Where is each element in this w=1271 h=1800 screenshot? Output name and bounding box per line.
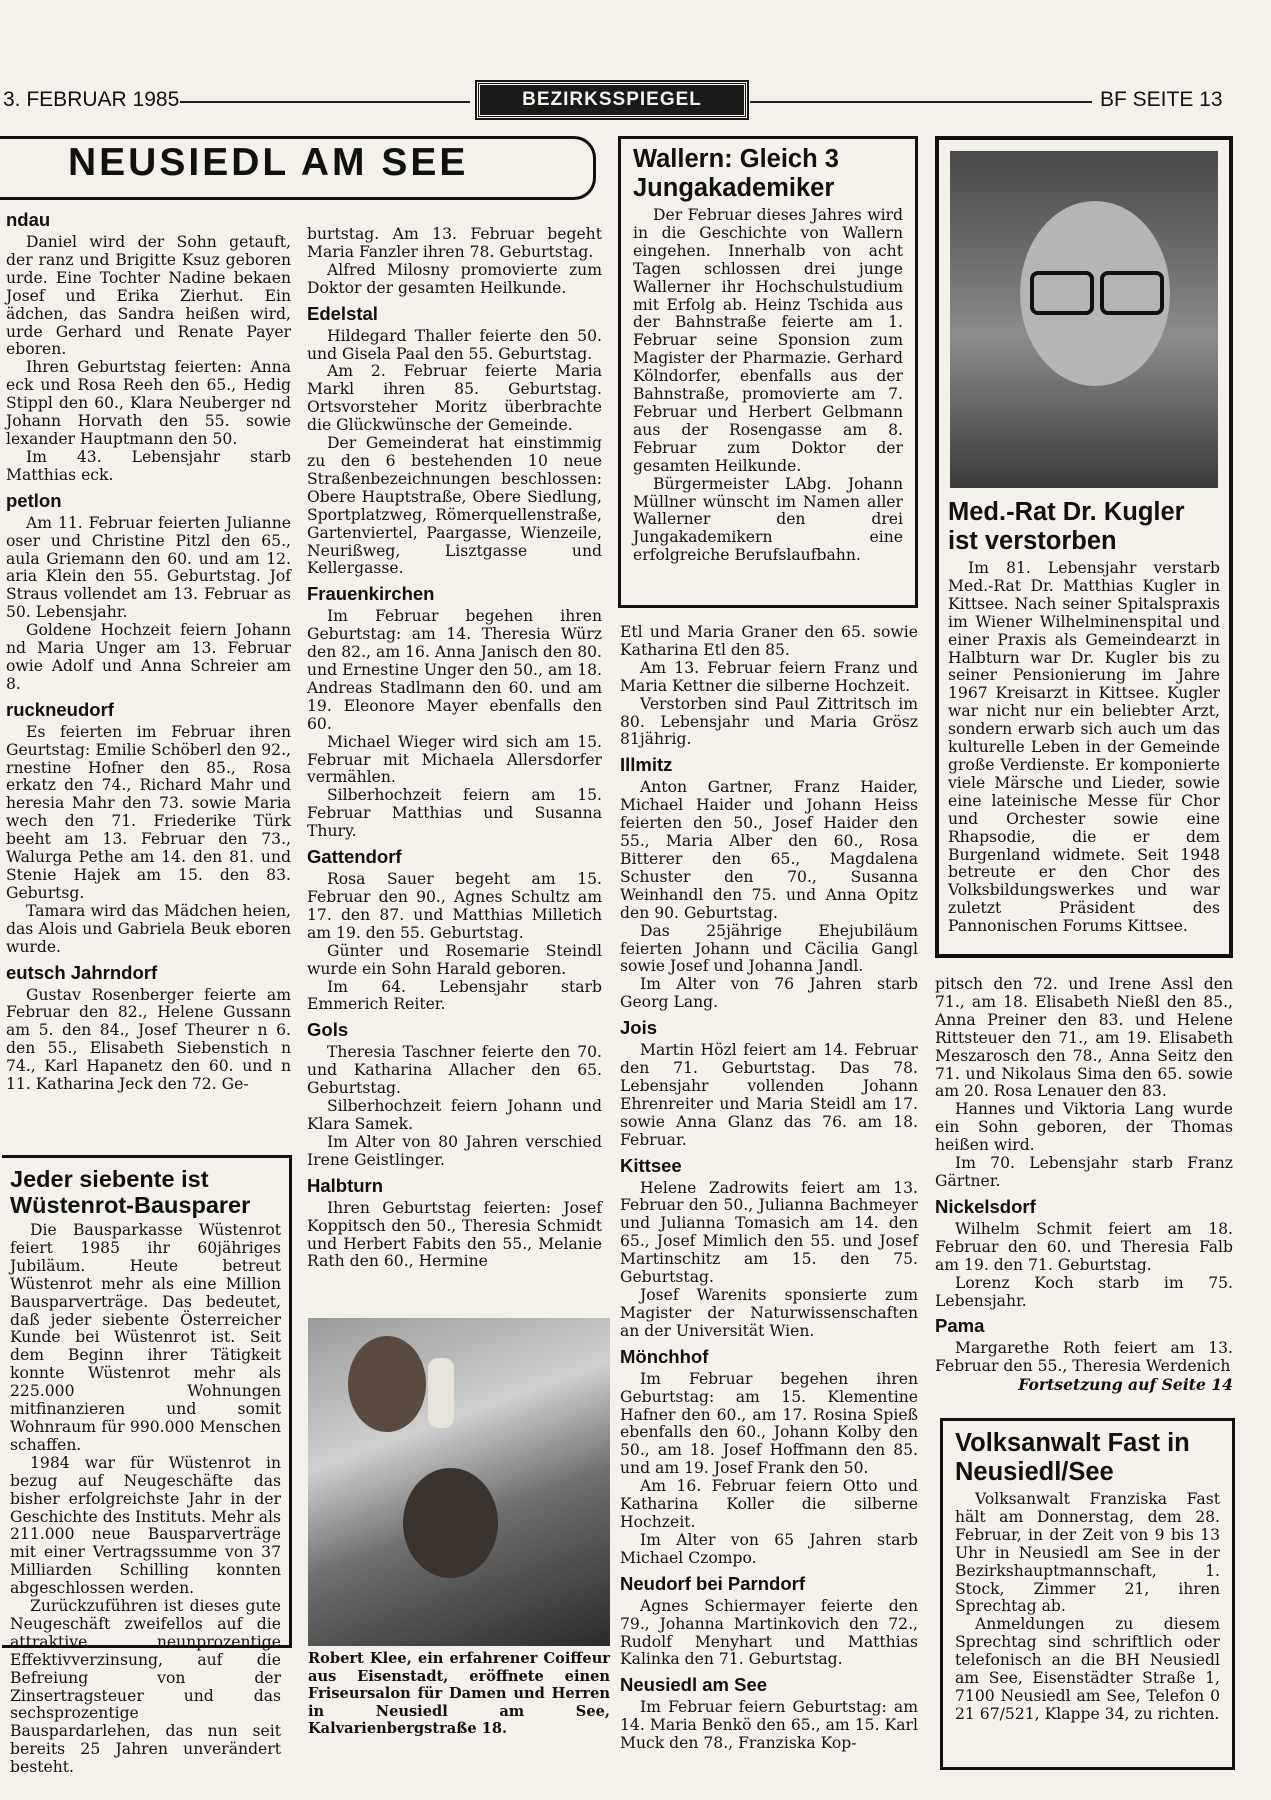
article-paragraph: Helene Zadrowits feiert am 13. Februar den 50., Julianna Bachmeyer und Julianna Tomasich am 14. den 65., Josef Mimlich den 55. und Josef Martinschitz am 15. den 75. Geburtstag. — [620, 1178, 918, 1287]
column-4 — [935, 976, 1233, 1394]
section-banner-title: NEUSIEDL AM SEE — [68, 141, 469, 184]
gols-heading: Gols — [307, 1019, 349, 1041]
wuestenrot-paragraph: 1984 war für Wüstenrot in bezug auf Neugeschäfte das bisher erfolgreichste Jahr in der Geschichte des Instituts. Mehr als 211.000 neue Bausparverträge mit einer Vertragssumme von 37 Milliarden Schilling konnten abgeschlossen werden. — [10, 1453, 281, 1598]
article-paragraph: Anton Gartner, Franz Haider, Michael Haider und Johann Heiss feierten den 50., Josef Haider den 55., Maria Alber den 60., Rosa Bitterer den 65., Magdalena Schuster den 70., Susanna Weinhandl den 75. und Anna Opitz den 90. Geburtstag. — [620, 778, 918, 922]
article-paragraph: Im Alter von 76 Jahren starb Georg Lang. — [620, 975, 918, 1012]
article-paragraph: Im 64. Lebensjahr starb Emmerich Reiter. — [307, 977, 602, 1014]
volksanwalt-title: Volksanwalt Fast in Neusiedl/See — [955, 1429, 1190, 1486]
lindau-heading: ndau — [6, 209, 51, 230]
article-paragraph: Margarethe Roth feiert am 13. Februar den 55., Theresia Werdenich — [935, 1339, 1233, 1376]
article-paragraph: Am 11. Februar feierten Julianne oser und Christine Pitzl den 65., aula Griemann den 60. und am 12. aria Klein den 55. Geburtstag. Jof Straus vollendet am 13. Februar as 50. Lebensjahr. — [6, 513, 291, 622]
glasses-icon — [1100, 271, 1164, 315]
illmitz-heading: Illmitz — [620, 754, 673, 776]
article-paragraph: Es feierten im Februar ihren Geurtstag: Emilie Schöberl den 92., rnestine Hofner den 85., Rosa erkatz den 74., Richard Mahr und heresia Mahr den 73. sowie Maria wech den 71. Friederike Türk beeht am 13. Februar den 73., Walurga Pethe am 14. den 81. und Stenie Hajek am 15. den 83. Geburtsg. — [6, 722, 291, 902]
article-paragraph: Im Alter von 65 Jahren starb Michael Czompo. — [620, 1530, 918, 1567]
kugler-article — [948, 498, 1220, 936]
volksanwalt-paragraph: Volksanwalt Franziska Fast hält am Donnerstag, dem 28. Februar, in der Zeit von 9 bis 13 Uhr in Neusiedl am See in der Bezirkshauptmannschaft, 1. Stock, Zimmer 21, ihren Sprechtag ab. — [955, 1490, 1220, 1616]
article-paragraph: Wilhelm Schmit feiert am 18. Februar den 60. und Theresia Falb am 19. den 71. Geburtstag. — [935, 1219, 1233, 1274]
continued-note: Fortsetzung auf Seite 14 — [1018, 1375, 1233, 1395]
wuestenrot-paragraph: Zurückzuführen ist dieses gute Neugeschäft zweifellos auf die attraktive neunprozentige Effektivverzinsung, auf die Befreiung von der Zinsertragsteuer und das sechsprozentige Bauspardarlehen, das nun seit bereits 25 Jahren unverändert besteht. — [10, 1597, 281, 1777]
article-paragraph: Michael Wieger wird sich am 15. Februar mit Michaela Allersdorfer vermählen. — [307, 732, 602, 787]
edelstal-heading: Edelstal — [307, 302, 378, 324]
kittsee-heading: Kittsee — [620, 1154, 682, 1176]
nickelsdorf-heading: Nickelsdorf — [935, 1195, 1036, 1217]
apetlon-heading: petlon — [6, 489, 62, 511]
pama-heading: Pama — [935, 1315, 985, 1337]
page-number: BF SEITE 13 — [1100, 88, 1223, 111]
article-paragraph: Hannes und Viktoria Lang wurde ein Sohn geboren, der Thomas heißen wird. — [935, 1100, 1233, 1155]
article-paragraph: Hildegard Thaller feierte den 50. und Gisela Paal den 55. Geburtstag. — [307, 326, 602, 363]
article-paragraph: Martin Hözl feiert am 14. Februar den 71. Geburtstag. Das 78. Lebensjahr vollenden Johann Ehrenreiter und Maria Steidl am 17. sowie Anna Glanz das 76. am 18. Februar. — [620, 1041, 918, 1149]
article-paragraph: Im Februar feiern Geburtstag: am 14. Maria Benkö den 65., am 15. Karl Muck den 78., Franziska Kop- — [620, 1698, 918, 1753]
salon-photo — [308, 1318, 610, 1646]
bruckneudorf-heading: ruckneudorf — [6, 698, 114, 720]
wallern-paragraph: Bürgermeister LAbg. Johann Müllner wünscht im Namen aller Wallerner den drei Jungakademikern eine erfolgreiche Berufslaufbahn. — [633, 474, 903, 565]
wallern-paragraph: Der Februar dieses Jahres wird in die Geschichte von Wallern eingehen. Innerhalb von acht Tagen schlossen drei junge Wallerner ihr Hochschulstudium mit Erfolg ab. Heinz Tschida aus der Bahnstraße feierte am 1. Februar seine Sponsion zum Magister der Pharmazie. Gerhard Kölndorfer, ebenfalls aus der Bahnstraße, promovierte am 7. Februar und Herbert Gelbmann aus der Rosengasse am 8. Februar zum Doktor der gesamten Heilkunde. — [633, 206, 903, 475]
photo-customer-head — [403, 1468, 498, 1578]
article-paragraph: Im Februar begehen ihren Geburtstag: am 14. Theresia Würz den 82., am 16. Anna Janisch den 80. und Ernestine Unger den 50., am 18. Andreas Stadlmann den 60. und am 19. Eleonore Mayer ebenfalls den 60. — [307, 607, 602, 733]
article-paragraph: Goldene Hochzeit feiern Johann nd Maria Unger am 13. Februar owie Adolf und Anna Schreier am 8. — [6, 621, 291, 693]
wallern-box — [618, 136, 918, 608]
gattendorf-heading: Gattendorf — [307, 846, 402, 868]
photo-caption: Robert Klee, ein erfahrener Coiffeur aus Eisenstadt, eröffnete einen Friseursalon für Damen und Herren in Neusiedl am See, Kalvarienbergstraße 18. — [308, 1650, 610, 1737]
section-banner — [0, 136, 596, 200]
wuestenrot-box — [2, 1155, 292, 1777]
header-rule-left — [180, 101, 470, 103]
article-paragraph: Theresia Taschner feierte den 70. und Katharina Allacher den 65. Geburtstag. — [307, 1043, 602, 1098]
article-paragraph: Ihren Geburtstag feierten: Anna eck und Rosa Reeh den 65., Hedig Stippl den 60., Klara Neuberger nd Johann Horvath den 55. sowie lexander Hauptmann den 50. — [6, 358, 291, 448]
article-paragraph: Im 43. Lebensjahr starb Matthias eck. — [6, 447, 291, 484]
article-paragraph: Ihren Geburtstag feierten: Josef Koppitsch den 50., Theresia Schmidt und Herbert Fabits den 55., Melanie Rath den 60., Hermine — [307, 1198, 602, 1271]
column-2 — [307, 226, 602, 1271]
article-paragraph: Günter und Rosemarie Steindl wurde ein Sohn Harald geboren. — [307, 941, 602, 978]
article-paragraph: burtstag. Am 13. Februar begeht Maria Fanzler ihren 78. Geburtstag. — [307, 225, 602, 261]
article-paragraph: Im Alter von 80 Jahren verschied Irene Geistlinger. — [307, 1132, 602, 1169]
jois-heading: Jois — [620, 1017, 658, 1039]
article-paragraph: pitsch den 72. und Irene Assl den 71., am 18. Elisabeth Nießl den 85., Anna Preiner den 83. und Helene Rittsteuer den 71., am 19. Elisabeth Meszarosch den 78., Anna Seitz den 71. und Nikolaus Sima den 65. sowie am 20. Rosa Lenauer den 83. — [935, 975, 1233, 1101]
article-paragraph: Josef Warenits sponsierte zum Magister der Naturwissenschaften an der Universität Wien. — [620, 1286, 918, 1340]
moenchhof-heading: Mönchhof — [620, 1345, 709, 1367]
article-paragraph: Gustav Rosenberger feierte am Februar den 82., Helene Gussann am 5. den 84., Josef Theurer n 6. den 55., Elisabeth Siebenstich n 74., Karl Hapanetz den 60. und n 11. Katharina Jeck den 72. Ge- — [6, 985, 291, 1094]
header-rule-right — [750, 101, 1092, 103]
article-paragraph: Im 70. Lebensjahr starb Franz Gärtner. — [935, 1154, 1233, 1190]
neudorf-heading: Neudorf bei Parndorf — [620, 1572, 806, 1594]
article-paragraph: Tamara wird das Mädchen heien, das Alois und Gabriela Beuk eboren wurde. — [6, 901, 291, 956]
column-3 — [620, 624, 918, 1753]
article-paragraph: Am 16. Februar feiern Otto und Katharina Koller die silberne Hochzeit. — [620, 1477, 918, 1531]
wallern-title: Wallern: Gleich 3 Jungakademiker — [633, 145, 839, 202]
glasses-icon — [1030, 271, 1094, 315]
kugler-paragraph: Im 81. Lebensjahr verstarb Med.-Rat Dr. Matthias Kugler in Kittsee. Nach seiner Spitalspraxis im Wiener Wilhelminenspital und einer Praxis als Gemeindearzt in Halbturn war Dr. Kugler bis zu seiner Pensionierung im Jahre 1967 Kreisarzt in Kittsee. Kugler war nicht nur ein beliebter Arzt, sondern erwarb sich auch um das kulturelle Leben in der Gemeinde große Verdienste. Er komponierte viele Märsche und Lieder, sowie eine lateinische Messe für Chor und Orchester sowie eine Rhapsodie, die er dem Burgenland widmete. Seit 1948 betreute er den Chor des Volksbildungswerkes und war zuletzt Präsident des Pannonischen Forums Kittsee. — [948, 559, 1220, 936]
kugler-title: Med.-Rat Dr. Kugler ist verstorben — [948, 498, 1185, 555]
frauenkirchen-heading: Frauenkirchen — [307, 583, 435, 605]
column-1 — [6, 204, 291, 1094]
article-paragraph: Im Februar begehen ihren Geburtstag: am 15. Klementine Hafner den 60., am 17. Rosina Spieß ebenfalls den 60., Johann Kolby den 50., am 18. Josef Hoffmann den 85. und am 19. Josef Frank den 50. — [620, 1369, 918, 1478]
article-paragraph: Rosa Sauer begeht am 15. Februar den 90., Agnes Schultz am 17. den 87. und Matthias Milletich am 19. den 55. Geburtstag. — [307, 870, 602, 942]
article-paragraph: Verstorben sind Paul Zittritsch im 80. Lebensjahr und Maria Grösz 81jährig. — [620, 694, 918, 749]
article-paragraph: Das 25jährige Ehejubiläum feierten Johann und Cäcilia Gangl sowie Josef und Johanna Jandl. — [620, 921, 918, 976]
lamp-icon — [428, 1358, 454, 1428]
article-paragraph: Am 2. Februar feierte Maria Markl ihren 85. Geburtstag. Ortsvorsteher Moritz überbrachte die Glückwünsche der Gemeinde. — [307, 362, 602, 435]
article-paragraph: Daniel wird der Sohn getauft, der ranz und Brigitte Ksuz geboren urde. Eine Tochter Nadine bekaen Josef und Erika Zierhut. Ein ädchen, das Sandra heißen wird, urde Gerhard und Renate Payer eboren. — [6, 233, 291, 359]
deutsch-jahrndorf-heading: eutsch Jahrndorf — [6, 961, 158, 983]
wuestenrot-paragraph: Die Bausparkasse Wüstenrot feiert 1985 ihr 60jähriges Jubiläum. Heute betreut Wüstenrot mehr als eine Million Bausparverträge. Das bedeutet, daß jeder siebente Österreicher Kunde bei Wüstenrot ist. Seit dem Beginn ihrer Tätigkeit konnte Wüstenrot mehr als 225.000 Wohnungen mitfinanzieren und somit Wohnraum für 990.000 Menschen schaffen. — [10, 1221, 281, 1454]
volksanwalt-paragraph: Anmeldungen zu diesem Sprechtag sind schriftlich oder telefonisch an die BH Neusiedl am See, Eisenstädter Straße 1, 7100 Neusiedl am See, Telefon 0 21 67/521, Klappe 34, zu richten. — [955, 1615, 1220, 1723]
halbturn-heading: Halbturn — [307, 1174, 384, 1196]
article-paragraph: Alfred Milosny promovierte zum Doktor der gesamten Heilkunde. — [307, 260, 602, 297]
wuestenrot-title: Jeder siebente ist Wüstenrot-Bausparer — [10, 1166, 251, 1218]
volksanwalt-box — [940, 1418, 1235, 1770]
article-paragraph: Lorenz Koch starb im 75. Lebensjahr. — [935, 1273, 1233, 1310]
article-paragraph: Agnes Schiermayer feierte den 79., Johanna Martinkovich den 72., Rudolf Menyhart und Matthias Kalinka den 71. Geburtstag. — [620, 1596, 918, 1669]
article-paragraph: Am 13. Februar feiern Franz und Maria Kettner die silberne Hochzeit. — [620, 658, 918, 695]
article-paragraph: Etl und Maria Graner den 65. sowie Katharina Etl den 85. — [620, 623, 918, 659]
kugler-portrait — [950, 151, 1218, 488]
issue-date: 3. FEBRUAR 1985 — [3, 88, 180, 111]
article-paragraph: Der Gemeinderat hat einstimmig zu den 6 bestehenden 10 neue Straßenbezeichnungen beschlossen: Obere Hauptstraße, Obere Siedlung, Sportplatzweg, Römerquellenstraße, Gartenviertel, Paargasse, Wienzeile, Neurißweg, Lisztgasse und Kellergasse. — [307, 434, 602, 578]
masthead: BEZIRKSSPIEGEL — [477, 82, 747, 118]
article-paragraph: Silberhochzeit feiern am 15. Februar Matthias und Susanna Thury. — [307, 786, 602, 841]
photo-person-head — [348, 1336, 426, 1432]
article-paragraph: Silberhochzeit feiern Johann und Klara Samek. — [307, 1097, 602, 1133]
neusiedl-heading: Neusiedl am See — [620, 1674, 768, 1696]
